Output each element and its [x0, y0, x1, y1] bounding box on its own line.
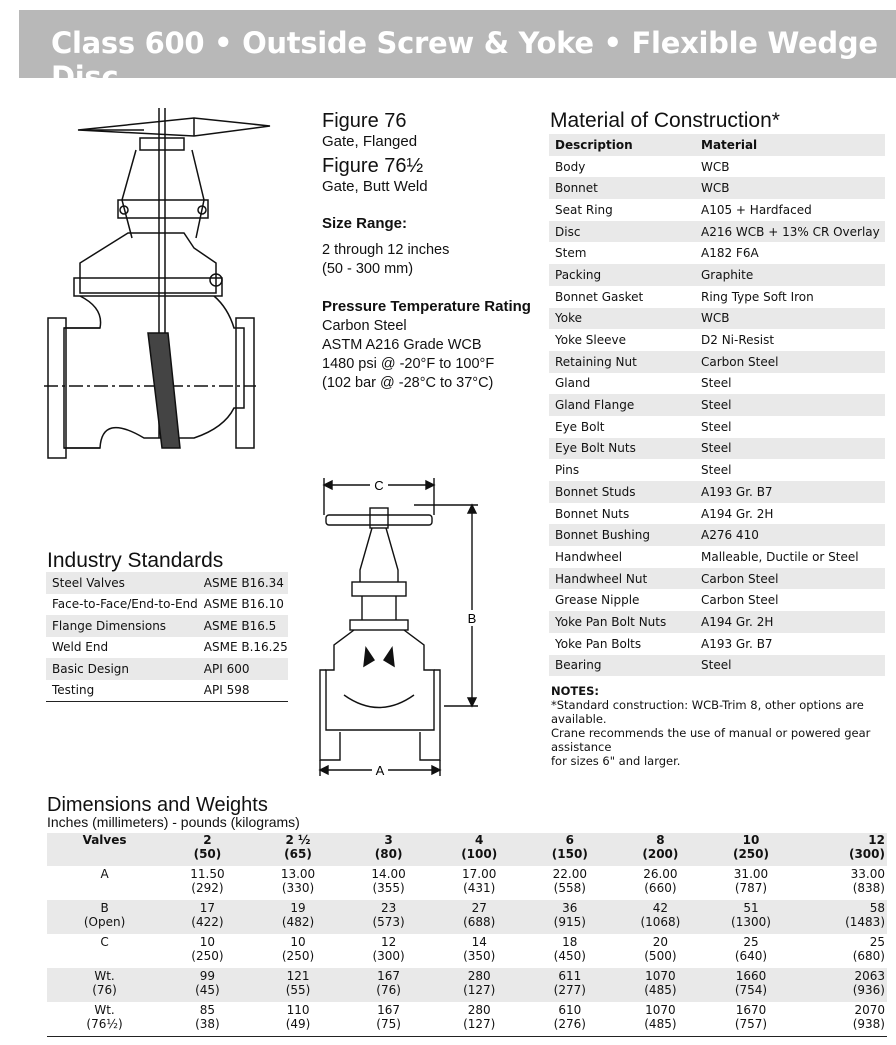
- industry-standard-row: [46, 658, 288, 680]
- industry-standard-row: [46, 680, 288, 702]
- metric-value: (330): [281, 881, 315, 895]
- figure-76-half-subtitle: Gate, Butt Weld: [322, 178, 428, 195]
- dimension-row: [47, 866, 887, 900]
- standard-code: ASME B16.34: [203, 575, 284, 590]
- material-spec: Steel: [701, 658, 732, 673]
- valve-section-drawing: [44, 108, 294, 468]
- imperial-value: 51: [743, 901, 759, 915]
- metric-value: (292): [191, 881, 224, 895]
- dimension-cell: [162, 934, 253, 968]
- metric-value: (1483): [845, 915, 885, 929]
- dimensions-header-row: [47, 833, 887, 866]
- dimension-cell: [706, 900, 797, 934]
- metric-value: (76): [376, 983, 401, 997]
- metric-value: (49): [285, 1017, 311, 1031]
- size-range-mm: (50 - 300 mm): [322, 261, 414, 277]
- dimension-cell: [706, 866, 797, 900]
- material-spec: A194 Gr. 2H: [701, 506, 774, 521]
- size-inches: 4: [475, 833, 484, 847]
- metric-value: (558): [553, 881, 586, 895]
- size-inches: 2: [203, 833, 212, 847]
- materials-row: [549, 568, 885, 590]
- imperial-value: 12: [380, 935, 397, 949]
- imperial-value: 1070: [645, 969, 676, 983]
- size-mm: (65): [284, 847, 312, 861]
- material-spec: Steel: [701, 441, 732, 456]
- standard-item: Basic Design: [52, 661, 130, 676]
- dimensions-title: Dimensions and Weights: [47, 794, 268, 816]
- material-part: Body: [555, 159, 586, 174]
- dimension-cell: [615, 968, 706, 1002]
- material-part: Gland Flange: [555, 398, 635, 413]
- materials-row: [549, 221, 885, 243]
- valve-size-header: [162, 833, 253, 866]
- dimension-cell: [434, 1002, 525, 1037]
- size-inches: 6: [565, 833, 574, 847]
- dimension-cell: [343, 934, 434, 968]
- imperial-value: 10: [199, 935, 216, 949]
- notes-title: NOTES:: [551, 684, 599, 698]
- metric-value: (640): [734, 949, 768, 963]
- imperial-value: 1670: [735, 1003, 767, 1017]
- material-spec: Steel: [701, 376, 732, 391]
- materials-row: [549, 394, 885, 416]
- materials-row: [549, 459, 885, 481]
- notes-line-3: for sizes 6" and larger.: [551, 754, 681, 768]
- metric-value: (75): [376, 1017, 401, 1031]
- metric-value: (787): [734, 881, 768, 895]
- materials-row: [549, 264, 885, 286]
- materials-row: [549, 329, 885, 351]
- dimension-cell: [434, 934, 525, 968]
- dimension-row: [47, 900, 887, 934]
- metric-value: (757): [734, 1017, 768, 1031]
- material-spec: Graphite: [701, 267, 754, 282]
- material-part: Bonnet Studs: [555, 484, 636, 499]
- standard-code: API 600: [203, 661, 250, 676]
- metric-value: (431): [463, 881, 496, 895]
- standard-item: Testing: [52, 683, 95, 698]
- standard-code: ASME B.16.25: [203, 640, 288, 655]
- dimension-cell: [253, 866, 344, 900]
- figure-76-title: Figure 76: [322, 110, 407, 132]
- standard-item: Flange Dimensions: [52, 618, 167, 633]
- industry-standard-row: [46, 637, 288, 659]
- metric-value: (350): [463, 949, 496, 963]
- material-part: Gland: [555, 376, 591, 391]
- material-spec: Steel: [701, 419, 732, 434]
- materials-row: [549, 351, 885, 373]
- imperial-value: 280: [467, 1003, 491, 1017]
- material-part: Handwheel: [555, 549, 623, 564]
- imperial-value: 58: [869, 901, 885, 915]
- size-inches: 12: [868, 833, 885, 847]
- industry-standard-row: [46, 572, 288, 594]
- material-part: Eye Bolt Nuts: [555, 441, 636, 456]
- page-title: Class 600 • Outside Screw & Yoke • Flexible Wedge Disc: [51, 26, 878, 94]
- materials-row: [549, 416, 885, 438]
- materials-row: [549, 633, 885, 655]
- material-part: Pins: [555, 463, 580, 478]
- material-part: Yoke: [555, 311, 582, 326]
- notes-block: [551, 684, 886, 768]
- metric-value: (355): [372, 881, 405, 895]
- row-label-sub: (76½): [86, 1017, 123, 1031]
- size-mm: (150): [551, 847, 588, 861]
- standard-code: ASME B16.10: [203, 597, 284, 612]
- imperial-value: 25: [869, 935, 885, 949]
- imperial-value: 85: [199, 1003, 216, 1017]
- material-part: Yoke Pan Bolts: [555, 636, 642, 651]
- industry-standards-title: Industry Standards: [47, 549, 224, 572]
- material-spec: A276 410: [701, 528, 759, 543]
- dimension-cell: [796, 1002, 887, 1037]
- imperial-value: 17: [199, 901, 216, 915]
- imperial-value: 10: [290, 935, 306, 949]
- valve-size-header: [525, 833, 616, 866]
- figure-76-subtitle: Gate, Flanged: [322, 133, 418, 150]
- size-inches: 3: [384, 833, 393, 847]
- dimension-cell: [525, 900, 616, 934]
- notes-line-2: Crane recommends the use of manual or powered gear assistance: [551, 726, 871, 754]
- metric-value: (55): [285, 983, 311, 997]
- materials-row: [549, 546, 885, 568]
- material-part: Bonnet Gasket: [555, 289, 644, 304]
- dimension-cell: [162, 1002, 253, 1037]
- imperial-value: 110: [286, 1003, 310, 1017]
- standard-item: Steel Valves: [52, 575, 125, 590]
- materials-col-material: Material: [701, 137, 758, 152]
- row-label-main: B: [100, 901, 109, 915]
- dimension-cell: [525, 968, 616, 1002]
- dimension-cell: [253, 968, 344, 1002]
- metric-value: (450): [553, 949, 586, 963]
- dimension-cell: [343, 866, 434, 900]
- valve-size-header: [253, 833, 344, 866]
- metric-value: (127): [463, 1017, 496, 1031]
- standard-item: Face-to-Face/End-to-End: [52, 597, 198, 612]
- imperial-value: 1660: [735, 969, 767, 983]
- materials-row: [549, 242, 885, 264]
- notes-line-1: *Standard construction: WCB-Trim 8, other options are available.: [551, 698, 864, 726]
- dimension-cell: [343, 900, 434, 934]
- materials-row: [549, 655, 885, 677]
- size-mm: (100): [461, 847, 498, 861]
- materials-header-row: [549, 134, 885, 156]
- material-part: Grease Nipple: [555, 593, 640, 608]
- material-part: Bonnet: [555, 181, 598, 196]
- material-part: Yoke Pan Bolt Nuts: [555, 614, 667, 629]
- material-spec: Carbon Steel: [701, 354, 779, 369]
- imperial-value: 121: [286, 969, 310, 983]
- ptr-bar: (102 bar @ -28°C to 37°C): [322, 375, 494, 391]
- material-spec: Malleable, Ductile or Steel: [701, 549, 859, 564]
- material-spec: A182 F6A: [701, 246, 759, 261]
- dimension-b-label: B: [467, 611, 477, 626]
- size-mm: (80): [374, 847, 403, 861]
- metric-value: (500): [644, 949, 677, 963]
- imperial-value: 99: [199, 969, 216, 983]
- pressure-temp-title: Pressure Temperature Rating: [322, 298, 531, 315]
- imperial-value: 25: [743, 935, 759, 949]
- dimension-row: [47, 934, 887, 968]
- metric-value: (485): [644, 1017, 677, 1031]
- material-part: Yoke Sleeve: [555, 333, 626, 348]
- dimension-cell: [796, 934, 887, 968]
- dimension-cell: [706, 934, 797, 968]
- dimension-cell: [253, 1002, 344, 1037]
- dimensions-table: [47, 833, 887, 1037]
- dimension-row-label: [47, 866, 162, 900]
- imperial-value: 18: [562, 935, 578, 949]
- figure-76-half-title: Figure 76½: [322, 155, 424, 177]
- size-mm: (300): [848, 847, 885, 861]
- metric-value: (482): [281, 915, 315, 929]
- metric-value: (660): [644, 881, 677, 895]
- size-mm: (250): [732, 847, 769, 861]
- dimension-cell: [434, 900, 525, 934]
- material-spec: A194 Gr. 2H: [701, 614, 774, 629]
- row-label-main: C: [100, 935, 109, 949]
- dimension-cell: [525, 866, 616, 900]
- dimension-a-label: A: [375, 763, 385, 778]
- metric-value: (938): [852, 1017, 885, 1031]
- imperial-value: 611: [558, 969, 582, 983]
- row-label-main: Wt.: [94, 969, 115, 983]
- size-mm: (200): [642, 847, 679, 861]
- imperial-value: 31.00: [733, 867, 769, 881]
- materials-row: [549, 611, 885, 633]
- imperial-value: 27: [471, 901, 487, 915]
- metric-value: (277): [553, 983, 586, 997]
- metric-value: (250): [191, 949, 224, 963]
- materials-row: [549, 308, 885, 330]
- material-part: Disc: [555, 224, 581, 239]
- dimension-row-label: [47, 934, 162, 968]
- valve-size-header: [343, 833, 434, 866]
- size-range-title: Size Range:: [322, 215, 408, 232]
- size-mm: (50): [193, 847, 222, 861]
- row-label-main: Wt.: [94, 1003, 115, 1017]
- material-spec: D2 Ni-Resist: [701, 333, 775, 348]
- industry-standard-row: [46, 594, 288, 616]
- dimension-cell: [615, 934, 706, 968]
- dimension-cell: [525, 1002, 616, 1037]
- dimension-c-label: C: [374, 478, 384, 493]
- material-spec: A193 Gr. B7: [701, 636, 773, 651]
- metric-value: (915): [553, 915, 586, 929]
- dimension-cell: [525, 934, 616, 968]
- dimension-cell: [162, 866, 253, 900]
- dimension-cell: [706, 968, 797, 1002]
- dimension-cell: [796, 968, 887, 1002]
- metric-value: (1300): [731, 915, 771, 929]
- ptr-material: Carbon Steel: [322, 318, 407, 334]
- dimension-cell: [434, 866, 525, 900]
- metric-value: (422): [191, 915, 224, 929]
- dimension-cell: [615, 1002, 706, 1037]
- size-inches: 2 ½: [285, 833, 311, 847]
- imperial-value: 11.50: [190, 867, 225, 881]
- material-spec: Carbon Steel: [701, 571, 779, 586]
- imperial-value: 19: [290, 901, 306, 915]
- imperial-value: 17.00: [462, 867, 497, 881]
- imperial-value: 167: [377, 969, 401, 983]
- metric-value: (838): [852, 881, 885, 895]
- ptr-psi: 1480 psi @ -20°F to 100°F: [322, 356, 495, 372]
- metric-value: (936): [852, 983, 885, 997]
- imperial-value: 14: [471, 935, 487, 949]
- metric-value: (485): [644, 983, 677, 997]
- material-part: Bearing: [555, 658, 602, 673]
- material-spec: Steel: [701, 398, 732, 413]
- metric-value: (127): [463, 983, 496, 997]
- size-range-inches: 2 through 12 inches: [322, 242, 450, 258]
- valve-size-header: [706, 833, 797, 866]
- dimension-outline-drawing: [314, 470, 494, 780]
- material-part: Bonnet Nuts: [555, 506, 630, 521]
- imperial-value: 20: [652, 935, 669, 949]
- size-inches: 10: [742, 833, 760, 847]
- imperial-value: 167: [377, 1003, 401, 1017]
- material-spec: WCB: [701, 159, 730, 174]
- imperial-value: 36: [562, 901, 578, 915]
- material-part: Eye Bolt: [555, 419, 605, 434]
- valve-size-header: [434, 833, 525, 866]
- material-part: Handwheel Nut: [555, 571, 648, 586]
- metric-value: (45): [195, 983, 220, 997]
- dimension-cell: [796, 866, 887, 900]
- dimension-cell: [343, 1002, 434, 1037]
- metric-value: (38): [195, 1017, 220, 1031]
- material-part: Bonnet Bushing: [555, 528, 650, 543]
- dimension-cell: [343, 968, 434, 1002]
- dimension-cell: [615, 900, 706, 934]
- valve-size-header: [796, 833, 887, 866]
- metric-value: (688): [463, 915, 496, 929]
- materials-row: [549, 524, 885, 546]
- row-label-sub: (76): [92, 983, 117, 997]
- dimensions-subtitle: Inches (millimeters) - pounds (kilograms): [47, 814, 300, 830]
- industry-standard-row: [46, 615, 288, 637]
- imperial-value: 13.00: [280, 867, 316, 881]
- materials-row: [549, 481, 885, 503]
- standard-code: ASME B16.5: [203, 618, 277, 633]
- row-label-sub: (Open): [83, 915, 126, 929]
- page-header: [19, 10, 896, 94]
- imperial-value: 14.00: [371, 867, 406, 881]
- standard-item: Weld End: [52, 640, 109, 655]
- metric-value: (250): [281, 949, 315, 963]
- metric-value: (573): [372, 915, 405, 929]
- imperial-value: 1070: [645, 1003, 676, 1017]
- imperial-value: 22.00: [552, 867, 587, 881]
- imperial-value: 23: [380, 901, 397, 915]
- materials-row: [549, 438, 885, 460]
- dimension-row-label: [47, 968, 162, 1002]
- valve-size-header: [615, 833, 706, 866]
- material-spec: A105 + Hardfaced: [701, 202, 812, 217]
- dimension-cell: [706, 1002, 797, 1037]
- materials-row: [549, 503, 885, 525]
- material-spec: WCB: [701, 311, 730, 326]
- material-spec: Steel: [701, 463, 732, 478]
- material-part: Packing: [555, 267, 602, 282]
- metric-value: (754): [734, 983, 768, 997]
- imperial-value: 610: [558, 1003, 582, 1017]
- dimension-row-label: [47, 900, 162, 934]
- standard-code: API 598: [203, 683, 250, 698]
- dimension-cell: [162, 900, 253, 934]
- dimension-cell: [253, 900, 344, 934]
- material-spec: A193 Gr. B7: [701, 484, 773, 499]
- dimensions-header-label: Valves: [82, 833, 127, 847]
- dimension-cell: [615, 866, 706, 900]
- materials-row: [549, 199, 885, 221]
- dimension-row: [47, 968, 887, 1002]
- imperial-value: 280: [467, 969, 491, 983]
- material-spec: Ring Type Soft Iron: [701, 289, 814, 304]
- imperial-value: 2063: [854, 969, 885, 983]
- materials-row: [549, 589, 885, 611]
- material-spec: A216 WCB + 13% CR Overlay: [701, 224, 880, 239]
- dimension-row: [47, 1002, 887, 1037]
- imperial-value: 26.00: [643, 867, 678, 881]
- metric-value: (300): [372, 949, 405, 963]
- dimension-cell: [253, 934, 344, 968]
- dimension-cell: [796, 900, 887, 934]
- ptr-grade: ASTM A216 Grade WCB: [322, 337, 482, 353]
- dimension-row-label: [47, 1002, 162, 1037]
- materials-col-description: Description: [555, 137, 633, 152]
- materials-title: Material of Construction*: [550, 109, 780, 132]
- dimension-cell: [162, 968, 253, 1002]
- industry-standards-table: [46, 572, 288, 702]
- materials-row: [549, 177, 885, 199]
- materials-row: [549, 373, 885, 395]
- materials-row: [549, 286, 885, 308]
- materials-row: [549, 156, 885, 178]
- material-part: Retaining Nut: [555, 354, 637, 369]
- material-spec: Carbon Steel: [701, 593, 779, 608]
- imperial-value: 33.00: [850, 867, 885, 881]
- metric-value: (276): [553, 1017, 586, 1031]
- materials-table: [549, 134, 885, 676]
- material-spec: WCB: [701, 181, 730, 196]
- size-inches: 8: [656, 833, 665, 847]
- imperial-value: 42: [652, 901, 669, 915]
- dimension-cell: [434, 968, 525, 1002]
- material-part: Seat Ring: [555, 202, 613, 217]
- metric-value: (680): [852, 949, 885, 963]
- metric-value: (1068): [640, 915, 681, 929]
- imperial-value: 2070: [854, 1003, 885, 1017]
- row-label-main: A: [100, 867, 109, 881]
- material-part: Stem: [555, 246, 587, 261]
